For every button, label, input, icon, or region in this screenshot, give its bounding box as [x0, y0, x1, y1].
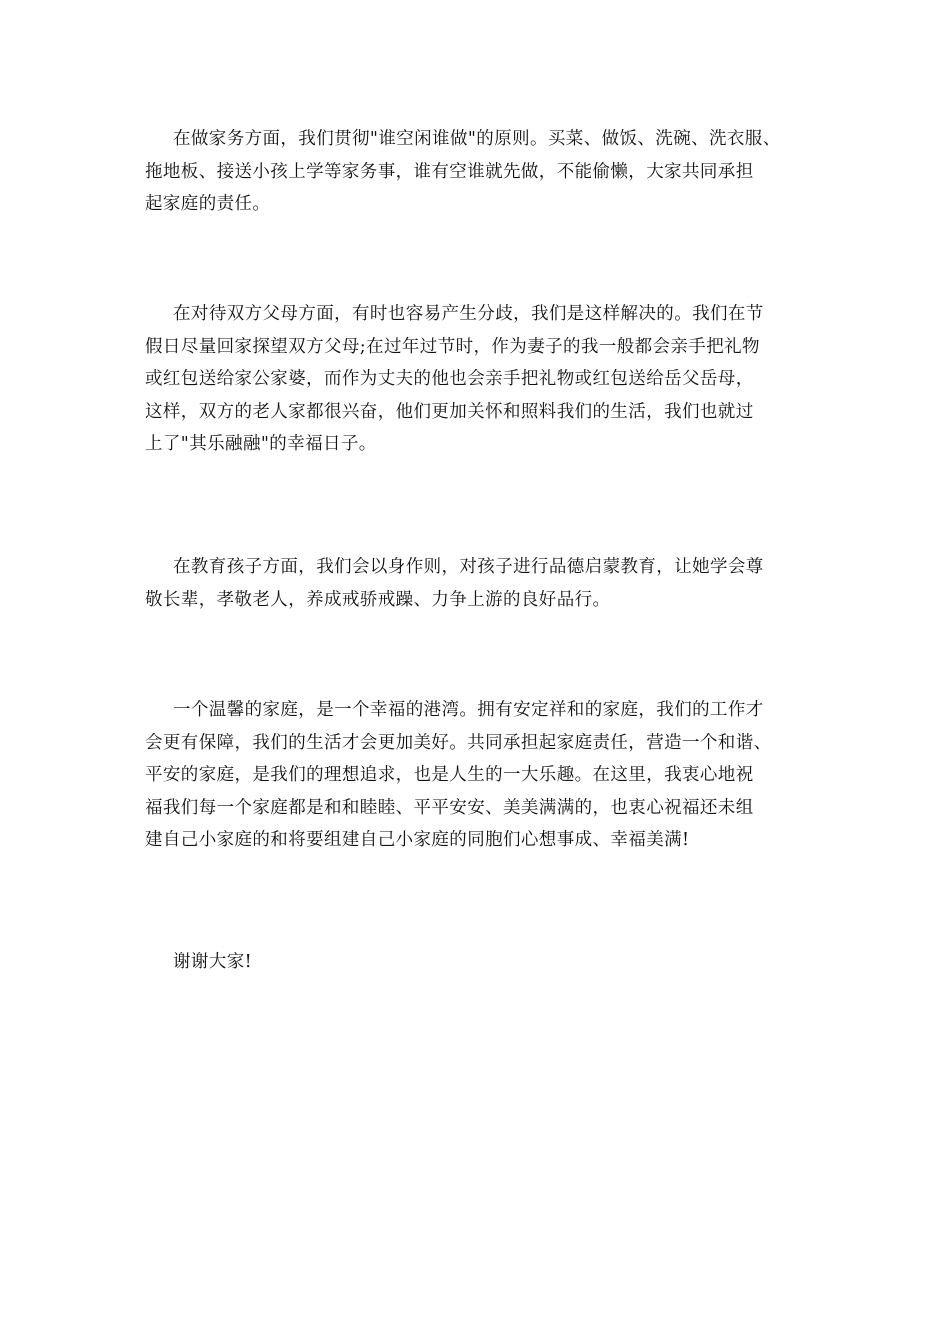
paragraph-line: 在对待双方父母方面，有时也容易产生分歧，我们是这样解决的。我们在节 — [173, 304, 764, 324]
paragraph-line: 上了"其乐融融"的幸福日子。 — [145, 434, 377, 454]
paragraph-line: 或红包送给家公家婆，而作为丈夫的他也会亲手把礼物或红包送给岳父岳母， — [145, 369, 754, 389]
paragraph-line: 假日尽量回家探望双方父母;在过年过节时，作为妻子的我一般都会亲手把礼物 — [145, 336, 760, 357]
paragraph-line: 建自己小家庭的和将要组建自己小家庭的同胞们心想事成、幸福美满! — [145, 830, 690, 850]
paragraph-line: 福我们每一个家庭都是和和睦睦、平平安安、美美满满的，也衷心祝福还未组 — [145, 797, 754, 818]
paragraph-parents — [145, 298, 810, 461]
paragraph-line: 敬长辈，孝敬老人，养成戒骄戒躁、力争上游的良好品行。 — [145, 589, 611, 610]
paragraph-blessing — [145, 694, 810, 857]
paragraph-children-education — [145, 551, 810, 616]
paragraph-housework — [145, 123, 810, 221]
paragraph-line: 谢谢大家! — [173, 952, 253, 972]
paragraph-line: 在教育孩子方面，我们会以身作则，对孩子进行品德启蒙教育，让她学会尊 — [173, 557, 764, 577]
paragraph-line: 起家庭的责任。 — [145, 194, 271, 214]
paragraph-line: 平安的家庭，是我们的理想追求，也是人生的一大乐趣。在这里，我衷心地祝 — [145, 765, 754, 785]
paragraph-line: 一个温馨的家庭，是一个幸福的港湾。拥有安定祥和的家庭，我们的工作才 — [173, 700, 764, 720]
paragraph-line: 这样，双方的老人家都很兴奋，他们更加关怀和照料我们的生活，我们也就过 — [145, 401, 754, 422]
paragraph-line: 在做家务方面，我们贯彻"谁空闲谁做"的原则。买菜、做饭、洗碗、洗衣服、 — [173, 129, 781, 149]
paragraph-thanks — [145, 946, 810, 979]
paragraph-line: 会更有保障，我们的生活才会更加美好。共同承担起家庭责任，营造一个和谐、 — [145, 732, 772, 753]
paragraph-line: 拖地板、接送小孩上学等家务事，谁有空谁就先做，不能偷懒，大家共同承担 — [145, 161, 754, 182]
